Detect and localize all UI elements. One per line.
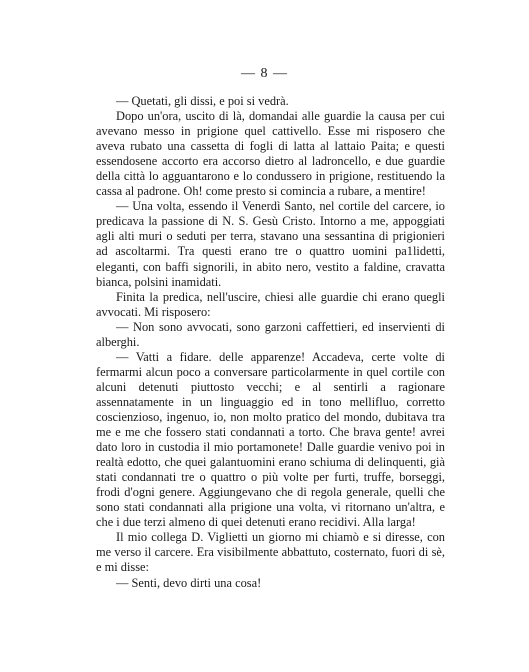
paragraph: Dopo un'ora, uscito di là, domandai alle guardie la causa per cui avevano messo in prigione quel cattivello. Esse mi risposero che aveva rubato una cassetta di fogli di latta al lattaio Paita; e questi essendosene accorto era accorso dietro al ladroncello, e due guardie della città lo agguantarono e lo condussero in prigione, restituendo la cassa al padrone. Oh! come presto si comincia a rubare, a mentire! [96, 109, 445, 199]
paragraph: Il mio collega D. Viglietti un giorno mi chiamò e si diresse, con me verso il carcere. Era visibilmente abbattuto, costernato, fuori di sè, e mi disse: [96, 530, 445, 575]
paragraph: Finita la predica, nell'uscire, chiesi alle guardie chi erano quegli avvocati. Mi risposero: [96, 289, 445, 319]
page-number: — 8 — [241, 66, 288, 81]
body-text [96, 94, 445, 591]
paragraph: — Una volta, essendo il Venerdì Santo, nel cortile del carcere, io predicava la passione di N. S. Gesù Cristo. Intorno a me, appoggiati agli alti muri o seduti per terra, stavano una sessantina di prigionieri ad ascoltarmi. Tra questi erano tre o quattro uomini pa1lidetti, eleganti, con baffi signorili, in abito nero, vestito a faldine, cravatta bianca, polsini inamidati. [96, 199, 445, 289]
paragraph: — Quetati, gli dissi, e poi si vedrà. [116, 94, 289, 108]
paragraph: — Vatti a fidare. delle apparenze! Accadeva, certe volte di fermarmi alcun poco a conversare particolarmente in quel cortile con alcuni detenuti piuttosto vecchi; e al sentirli a ragionare assennatamente in un linguaggio ed in tono mellifluo, corretto coscienzioso, ingenuo, io, non molto pratico del mondo, dubitava tra me e me che fossero stati condannati a torto. Che brava gente! avrei dato loro in custodia il mio portamonete! Dalle guardie venivo poi in realtà edotto, che quei galantuomini erano schiuma di delinquenti, già stati condannati tre o quattro o più volte per furti, truffe, borseggi, frodi d'ogni genere. Aggiungevano che di regola generale, quelli che sono stati condannati alla prigione una volta, vi ritornano un'altra, e che i due terzi almeno di quei detenuti erano recidivi. Alla larga! [96, 349, 445, 530]
paragraph: — Senti, devo dirti una cosa! [116, 575, 262, 590]
paragraph: — Non sono avvocati, sono garzoni caffettieri, ed inservienti di alberghi. [96, 319, 445, 349]
